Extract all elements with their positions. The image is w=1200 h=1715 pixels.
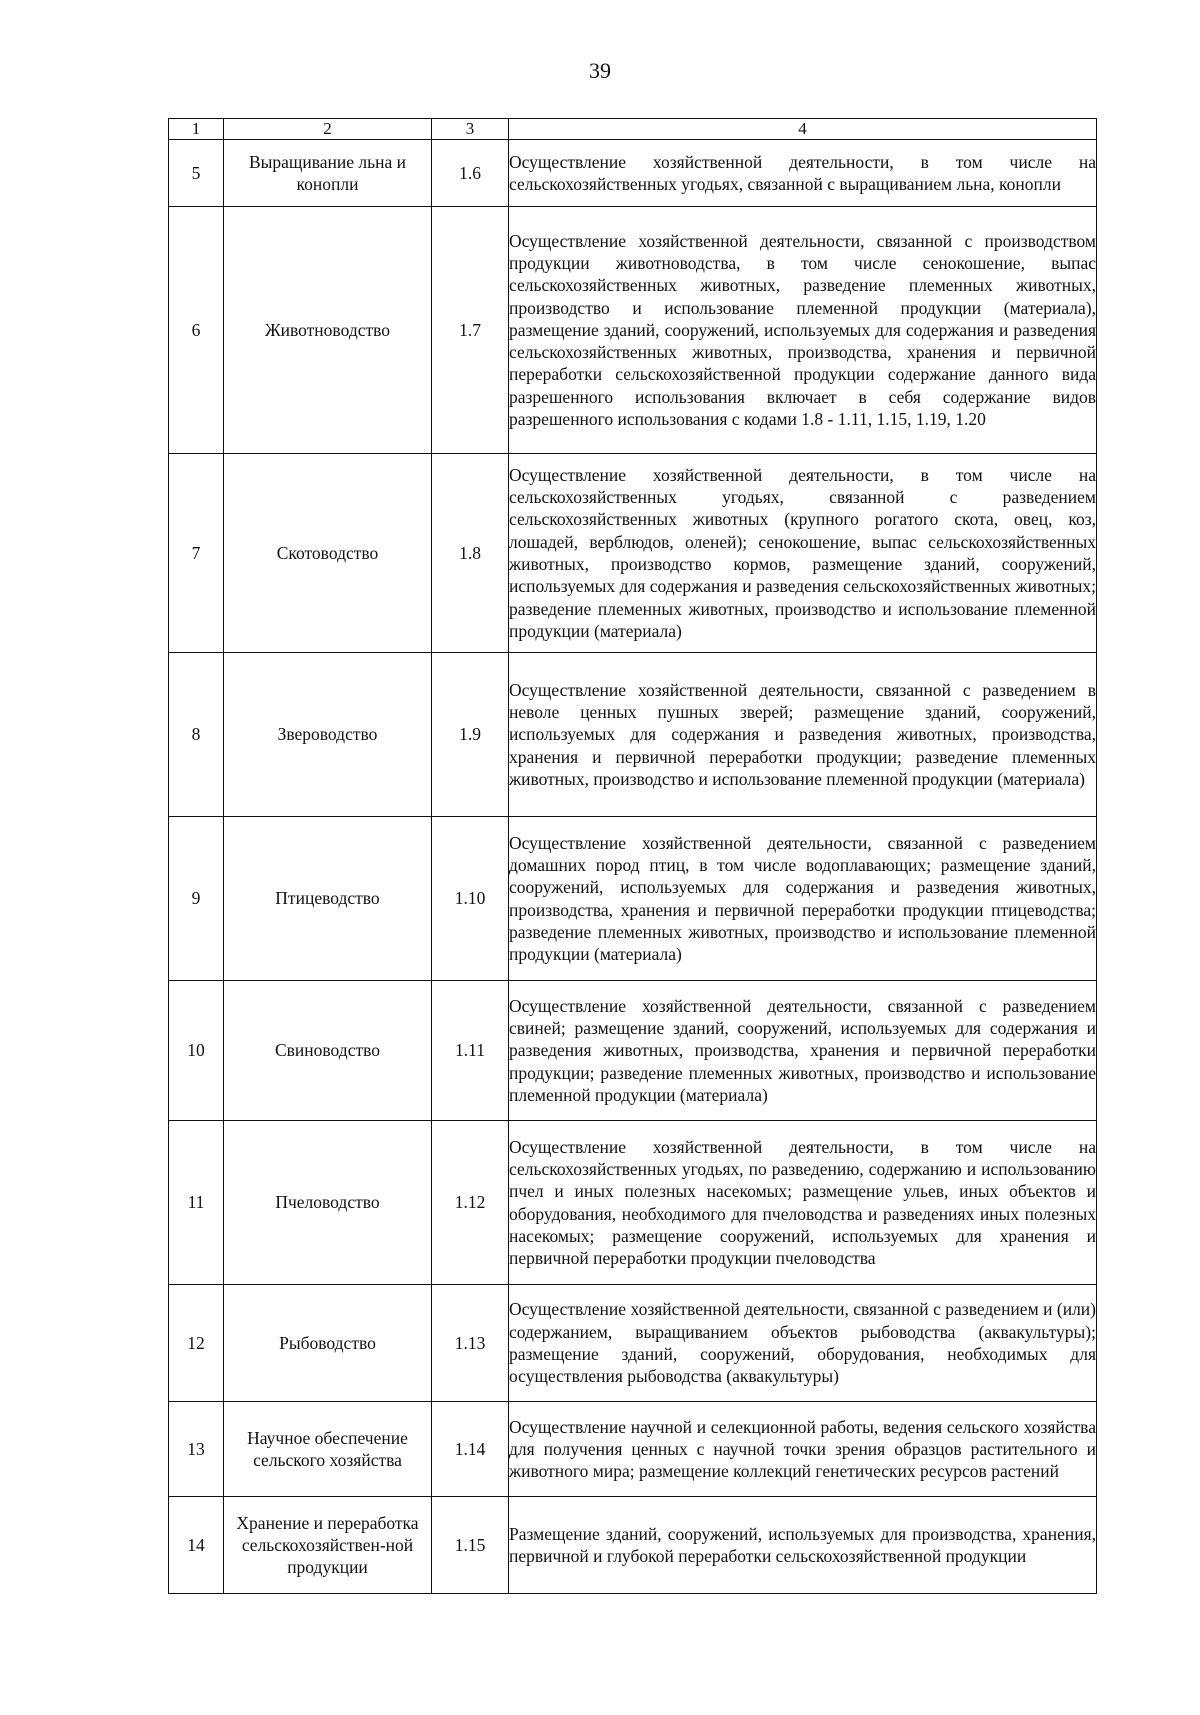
use-name: Выращивание льна и конопли (224, 140, 432, 207)
header-col-3: 3 (432, 119, 509, 140)
header-col-4: 4 (509, 119, 1097, 140)
table-row (169, 653, 1097, 817)
use-code: 1.9 (432, 653, 509, 817)
table-row (169, 981, 1097, 1121)
use-description: Осуществление хозяйственной деятельности, связанной с производством продукции животноводства, в том числе сенокошение, выпас сельскохозяйственных животных, разведение племенных животных, производство и использование племенной продукции (материала), размещение зданий, сооружений, используемых для содержания и разведения сельскохозяйственных животных, производства, хранения и первичной переработки сельскохозяйственной продукции содержание данного вида разрешенного использования включает в себя содержание видов разрешенного использования с кодами 1.8 - 1.11, 1.15, 1.19, 1.20 (509, 207, 1097, 454)
use-description: Осуществление хозяйственной деятельности, в том числе на сельскохозяйственных угодьях, по разведению, содержанию и использованию пчел и иных полезных насекомых; размещение ульев, иных объектов и оборудования, необходимого для пчеловодства и разведениях иных полезных насекомых; размещение сооружений, используемых для хранения и первичной переработки продукции пчеловодства (509, 1121, 1097, 1285)
row-number: 8 (169, 653, 224, 817)
row-number: 12 (169, 1285, 224, 1402)
table-row (169, 817, 1097, 981)
use-description: Осуществление научной и селекционной работы, ведения сельского хозяйства для получения ценных с научной точки зрения образцов растительного и животного мира; размещение коллекций генетических ресурсов растений (509, 1402, 1097, 1497)
use-code: 1.10 (432, 817, 509, 981)
row-number: 11 (169, 1121, 224, 1285)
table-row (169, 1121, 1097, 1285)
use-code: 1.11 (432, 981, 509, 1121)
use-name: Животноводство (224, 207, 432, 454)
row-number: 7 (169, 454, 224, 653)
table-row (169, 1497, 1097, 1594)
use-code: 1.6 (432, 140, 509, 207)
row-number: 10 (169, 981, 224, 1121)
use-name: Свиноводство (224, 981, 432, 1121)
use-code: 1.7 (432, 207, 509, 454)
header-col-1: 1 (169, 119, 224, 140)
use-description: Размещение зданий, сооружений, используемых для производства, хранения, первичной и глубокой переработки сельскохозяйственной продукции (509, 1497, 1097, 1594)
land-use-table (168, 118, 1097, 1594)
use-description: Осуществление хозяйственной деятельности, связанной с разведением в неволе ценных пушных зверей; размещение зданий, сооружений, используемых для содержания и разведения животных, производства, хранения и первичной переработки продукции; разведение племенных животных, производство и использование племенной продукции (материала) (509, 653, 1097, 817)
row-number: 13 (169, 1402, 224, 1497)
page-number: 39 (589, 58, 611, 83)
use-code: 1.8 (432, 454, 509, 653)
use-name: Скотоводство (224, 454, 432, 653)
table-row (169, 1285, 1097, 1402)
row-number: 6 (169, 207, 224, 454)
header-row (169, 119, 1097, 140)
use-code: 1.13 (432, 1285, 509, 1402)
header-col-2: 2 (224, 119, 432, 140)
use-description: Осуществление хозяйственной деятельности, связанной с разведением свиней; размещение зданий, сооружений, используемых для содержания и разведения животных, производства, хранения и первичной переработки продукции; разведение племенных животных, производство и использование племенной продукции (материала) (509, 981, 1097, 1121)
use-name: Научное обеспечение сельского хозяйства (224, 1402, 432, 1497)
use-name: Хранение и переработка сельскохозяйствен-ной продукции (224, 1497, 432, 1594)
use-description: Осуществление хозяйственной деятельности, в том числе на сельскохозяйственных угодьях, связанной с разведением сельскохозяйственных животных (крупного рогатого скота, овец, коз, лошадей, верблюдов, оленей); сенокошение, выпас сельскохозяйственных животных, производство кормов, размещение зданий, сооружений, используемых для содержания и разведения сельскохозяйственных животных; разведение племенных животных, производство и использование племенной продукции (материала) (509, 454, 1097, 653)
row-number: 9 (169, 817, 224, 981)
table-row (169, 140, 1097, 207)
row-number: 5 (169, 140, 224, 207)
use-code: 1.14 (432, 1402, 509, 1497)
use-name: Птицеводство (224, 817, 432, 981)
use-description: Осуществление хозяйственной деятельности, связанной с разведением и (или) содержанием, выращиванием объектов рыбоводства (аквакультуры); размещение зданий, сооружений, оборудования, необходимых для осуществления рыбоводства (аквакультуры) (509, 1285, 1097, 1402)
use-description: Осуществление хозяйственной деятельности, связанной с разведением домашних пород птиц, в том числе водоплавающих; размещение зданий, сооружений, используемых для содержания и разведения животных, производства, хранения и первичной переработки продукции птицеводства; разведение племенных животных, производство и использование племенной продукции (материала) (509, 817, 1097, 981)
table-row (169, 207, 1097, 454)
use-name: Рыбоводство (224, 1285, 432, 1402)
use-code: 1.15 (432, 1497, 509, 1594)
table-row (169, 1402, 1097, 1497)
use-description: Осуществление хозяйственной деятельности, в том числе на сельскохозяйственных угодьях, связанной с выращиванием льна, конопли (509, 140, 1097, 207)
use-name: Звероводство (224, 653, 432, 817)
use-name: Пчеловодство (224, 1121, 432, 1285)
use-code: 1.12 (432, 1121, 509, 1285)
row-number: 14 (169, 1497, 224, 1594)
table-row (169, 454, 1097, 653)
